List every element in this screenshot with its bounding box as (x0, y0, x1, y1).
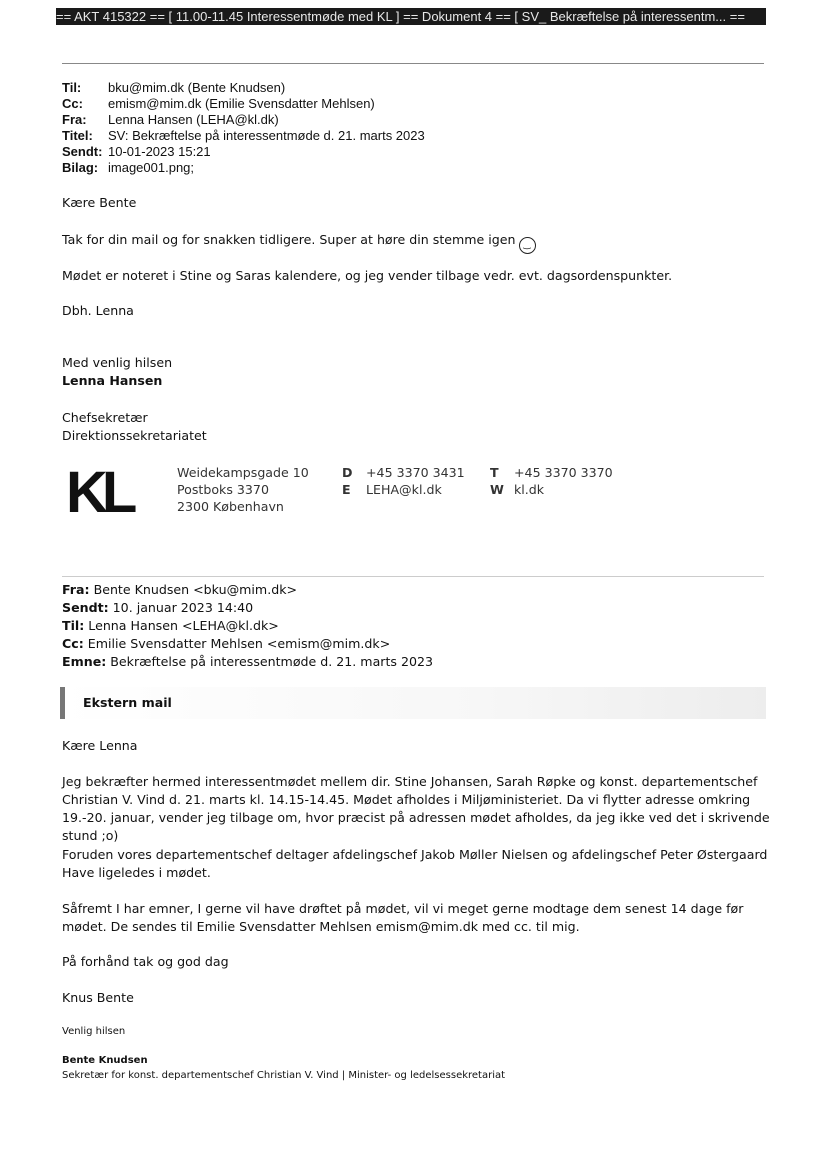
from-value: Lenna Hansen (LEHA@kl.dk) (108, 112, 279, 127)
attachment-value: image001.png; (108, 160, 195, 175)
email-header: Til: bku@mim.dk (Bente Knudsen) Cc: emism@mim.dk (Emilie Svensdatter Mehlsen) Fra: Lenna Hansen (LEHA@kl.dk) Titel: SV: Bekræftelse på interessentmøde d. 21. marts 2023 Sendt: 10-01-2023 15:21 Bilag: image001.png; (62, 80, 425, 175)
original-paragraph-4: På forhånd tak og god dag (62, 954, 229, 969)
reply-name: Lenna Hansen (62, 373, 163, 388)
original-paragraph-2: Foruden vores departementschef deltager afdelingschef Jakob Møller Nielsen og afdelingschef Peter Østergaard Have ligeledes i mødet. (62, 847, 768, 880)
original-paragraph-5: Knus Bente (62, 990, 134, 1005)
original-signature-title: Sekretær for konst. departementschef Christian V. Vind | Minister- og ledelsessekretariat (62, 1070, 506, 1081)
kl-web-link[interactable]: kl.dk (514, 482, 545, 497)
reply-line-1: Tak for din mail og for snakken tidligere. Super at høre din stemme igen ‿ (62, 231, 536, 254)
kl-contacts-1: D +45 3370 3431 E LEHA@kl.dk (342, 465, 465, 497)
original-paragraph-3: Såfremt I har emner, I gerne vil have drøftet på mødet, vil vi meget gerne modtage dem senest 14 dage før mødet. De sendes til Emilie Svensdatter Mehlsen emism@mim.dk med cc. til mig. (62, 901, 744, 934)
forward-header: Fra: Bente Knudsen <bku@mim.dk> Sendt: 10. januar 2023 14:40 Til: Lenna Hansen <LEHA@kl.dk> Cc: Emilie Svensdatter Mehlsen <emism@mim.dk> Emne: Bekræftelse på interessentmøde d. 21. marts 2023 (62, 582, 434, 669)
reply-role: Chefsekretær (62, 410, 148, 425)
kl-address: Weidekampsgade 10 Postboks 3370 2300 København (177, 465, 309, 514)
reply-sign: Dbh. Lenna (62, 303, 134, 318)
divider (62, 576, 764, 577)
divider (62, 63, 764, 64)
title-value: SV: Bekræftelse på interessentmøde d. 21. marts 2023 (108, 128, 425, 143)
original-regards: Venlig hilsen (62, 1026, 126, 1037)
document-header-bar: == AKT 415322 == [ 11.00-11.45 Interessentmøde med KL ] == Dokument 4 == [ SV_ Bekræftelse på interessentm... == (56, 8, 766, 25)
reply-department: Direktionssekretariatet (62, 428, 207, 443)
original-paragraph-1: Jeg bekræfter hermed interessentmødet mellem dir. Stine Johansen, Sarah Røpke og konst. departementschef Christian V. Vind d. 21. marts kl. 14.15-14.45. Mødet afholdes i Miljøministeriet. Da vi flytter adresse omkring 19.-20. januar, vender jeg tilbage om, hvor præcist på adressen mødet afholdes, da jeg ikke ved det i skrivende stund ;o) (62, 774, 770, 843)
to-value: bku@mim.dk (Bente Knudsen) (108, 80, 286, 95)
cc-value: emism@mim.dk (Emilie Svensdatter Mehlsen) (108, 96, 375, 111)
reply-line-2: Mødet er noteret i Stine og Saras kalendere, og jeg vender tilbage vedr. evt. dagsordenspunkter. (62, 268, 673, 283)
sent-value: 10-01-2023 15:21 (108, 144, 211, 159)
kl-email-link[interactable]: LEHA@kl.dk (366, 482, 442, 497)
original-greeting: Kære Lenna (62, 738, 138, 753)
svg-text:KL: KL (66, 466, 132, 516)
original-signature-name: Bente Knudsen (62, 1055, 148, 1066)
smiley-icon: ‿ (519, 237, 536, 254)
reply-greeting: Kære Bente (62, 195, 137, 210)
kl-logo (66, 466, 146, 516)
kl-contacts-2: T +45 3370 3370 W kl.dk (490, 465, 613, 497)
reply-closing: Med venlig hilsen (62, 355, 173, 370)
external-mail-banner: Ekstern mail (60, 687, 766, 719)
